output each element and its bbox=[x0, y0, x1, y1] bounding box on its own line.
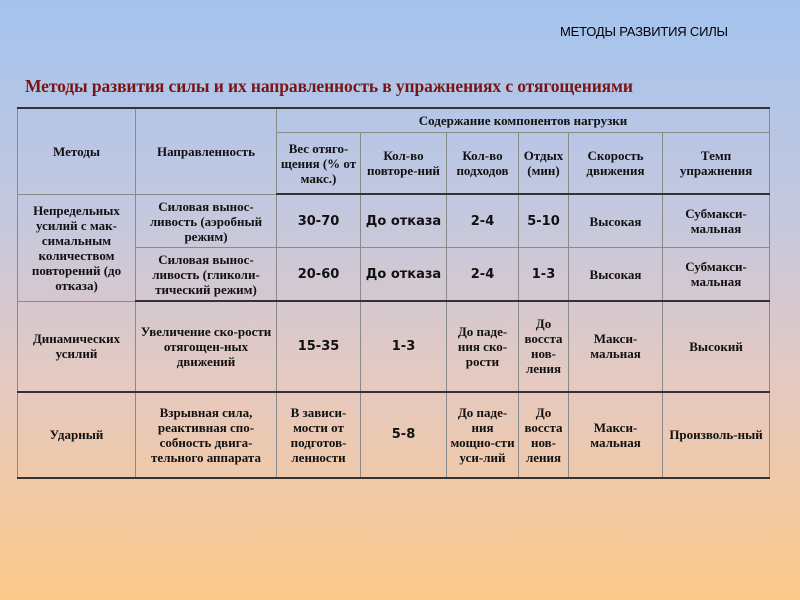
header-tempo: Темп упражнения bbox=[663, 132, 770, 194]
weight-cell: 20-60 bbox=[277, 248, 361, 301]
header-load-group: Содержание компонентов нагрузки bbox=[277, 108, 770, 132]
direction-cell: Силовая вынос-ливость (гликоли-тический режим) bbox=[136, 248, 277, 301]
reps-cell: 5-8 bbox=[361, 392, 447, 479]
corner-title: МЕТОДЫ РАЗВИТИЯ СИЛЫ bbox=[560, 24, 728, 39]
header-methods: Методы bbox=[18, 108, 136, 194]
reps-cell: До отказа bbox=[361, 248, 447, 301]
direction-cell: Взрывная сила, реактивная спо-собность двига-тельного аппарата bbox=[136, 392, 277, 479]
reps-cell: До отказа bbox=[361, 194, 447, 247]
header-direction: Направленность bbox=[136, 108, 277, 194]
slide-title: Методы развития силы и их направленность в упражнениях с отягощениями bbox=[25, 76, 633, 96]
table-row bbox=[18, 392, 770, 479]
reps-cell: 1-3 bbox=[361, 301, 447, 391]
tempo-cell: Субмакси-мальная bbox=[663, 248, 770, 301]
tempo-cell: Субмакси-мальная bbox=[663, 194, 770, 247]
speed-cell: Макси-мальная bbox=[569, 392, 663, 479]
direction-cell: Увеличение ско-рости отягощен-ных движений bbox=[136, 301, 277, 391]
weight-cell: 30-70 bbox=[277, 194, 361, 247]
speed-cell: Макси-мальная bbox=[569, 301, 663, 391]
table-row bbox=[18, 301, 770, 391]
direction-cell: Силовая вынос-ливость (аэробный режим) bbox=[136, 194, 277, 247]
header-sets: Кол-во подходов bbox=[447, 132, 519, 194]
method-cell: Непредельных усилий с мак-симальным количеством повторений (до отказа) bbox=[18, 194, 136, 301]
sets-cell: 2-4 bbox=[447, 194, 519, 247]
speed-cell: Высокая bbox=[569, 194, 663, 247]
sets-cell: До паде-ния ско-рости bbox=[447, 301, 519, 391]
rest-cell: До восста нов-ления bbox=[519, 392, 569, 479]
methods-table bbox=[17, 107, 770, 479]
sets-cell: 2-4 bbox=[447, 248, 519, 301]
tempo-cell: Высокий bbox=[663, 301, 770, 391]
rest-cell: 1-3 bbox=[519, 248, 569, 301]
header-rest: Отдых (мин) bbox=[519, 132, 569, 194]
weight-cell: В зависи-мости от подготов-ленности bbox=[277, 392, 361, 479]
header-weight: Вес отяго-щения (% от макс.) bbox=[277, 132, 361, 194]
weight-cell: 15-35 bbox=[277, 301, 361, 391]
rest-cell: 5-10 bbox=[519, 194, 569, 247]
table-row bbox=[18, 194, 770, 247]
method-cell: Ударный bbox=[18, 392, 136, 479]
header-reps: Кол-во повторе-ний bbox=[361, 132, 447, 194]
speed-cell: Высокая bbox=[569, 248, 663, 301]
rest-cell: До восста нов-ления bbox=[519, 301, 569, 391]
header-speed: Скорость движения bbox=[569, 132, 663, 194]
method-cell: Динамических усилий bbox=[18, 301, 136, 391]
sets-cell: До паде-ния мощно-сти уси-лий bbox=[447, 392, 519, 479]
tempo-cell: Произволь-ный bbox=[663, 392, 770, 479]
